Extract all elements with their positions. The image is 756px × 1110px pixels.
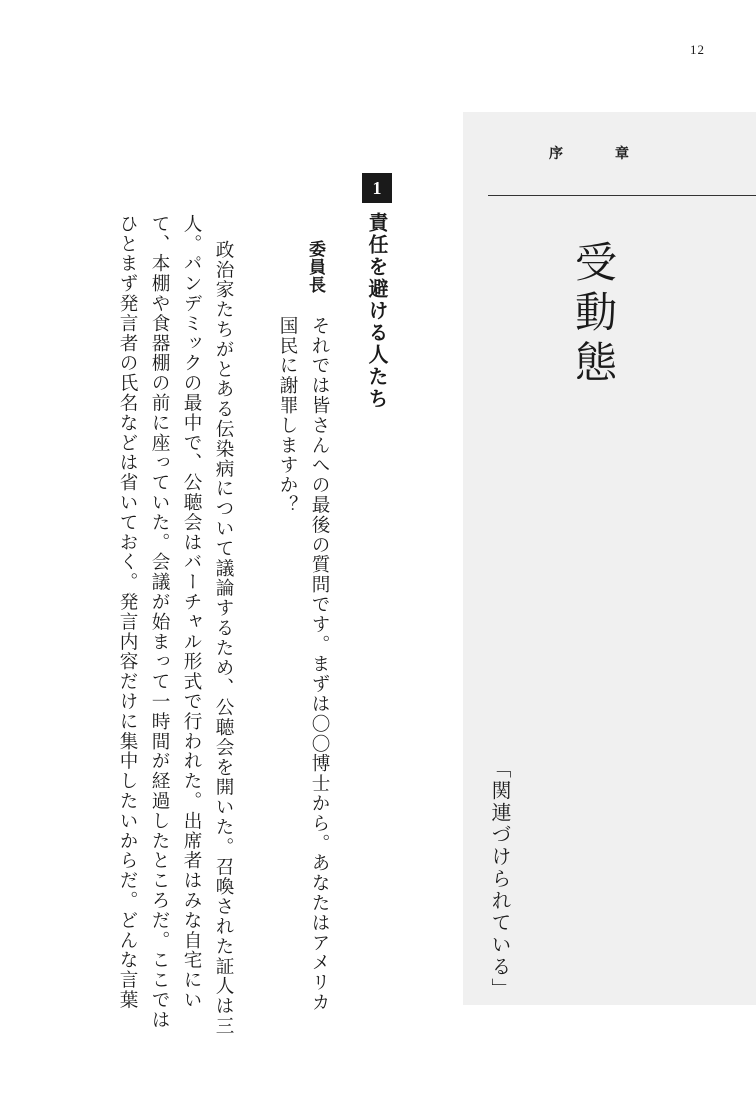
paragraph-line-4: ひとまず発言者の氏名などは省いておく。発言内容だけに集中したいからだ。どんな言葉	[117, 214, 138, 1010]
speaker-label: 委員長	[305, 240, 325, 294]
section-number-badge: 1	[362, 173, 392, 203]
paragraph-line-1: 政治家たちがとある伝染病について議論するため、公聴会を開いた。召喚された証人は三	[213, 240, 234, 1036]
page-number: 12	[690, 42, 705, 57]
dialogue-line-1: それでは皆さんへの最後の質問です。まずは〇〇博士から。あなたはアメリカ	[309, 316, 330, 1013]
dialogue-line-2: 国民に謝罪しますか？	[277, 316, 298, 515]
section-heading: 責任を避ける人たち	[365, 212, 389, 410]
chapter-label-left: 序	[549, 146, 563, 162]
chapter-label	[549, 143, 629, 163]
paragraph-line-3: て、本棚や食器棚の前に座っていた。会議が始まって一時間が経過したところだ。ここでは	[149, 214, 170, 1030]
chapter-subtitle: 「関連づけられている」	[488, 758, 512, 1000]
chapter-title: 受動態	[569, 240, 618, 390]
chapter-label-right: 章	[615, 146, 629, 162]
chapter-divider	[488, 195, 756, 196]
paragraph-line-2: 人。パンデミックの最中で、公聴会はバーチャル形式で行われた。出席者はみな自宅にい	[181, 214, 202, 1010]
